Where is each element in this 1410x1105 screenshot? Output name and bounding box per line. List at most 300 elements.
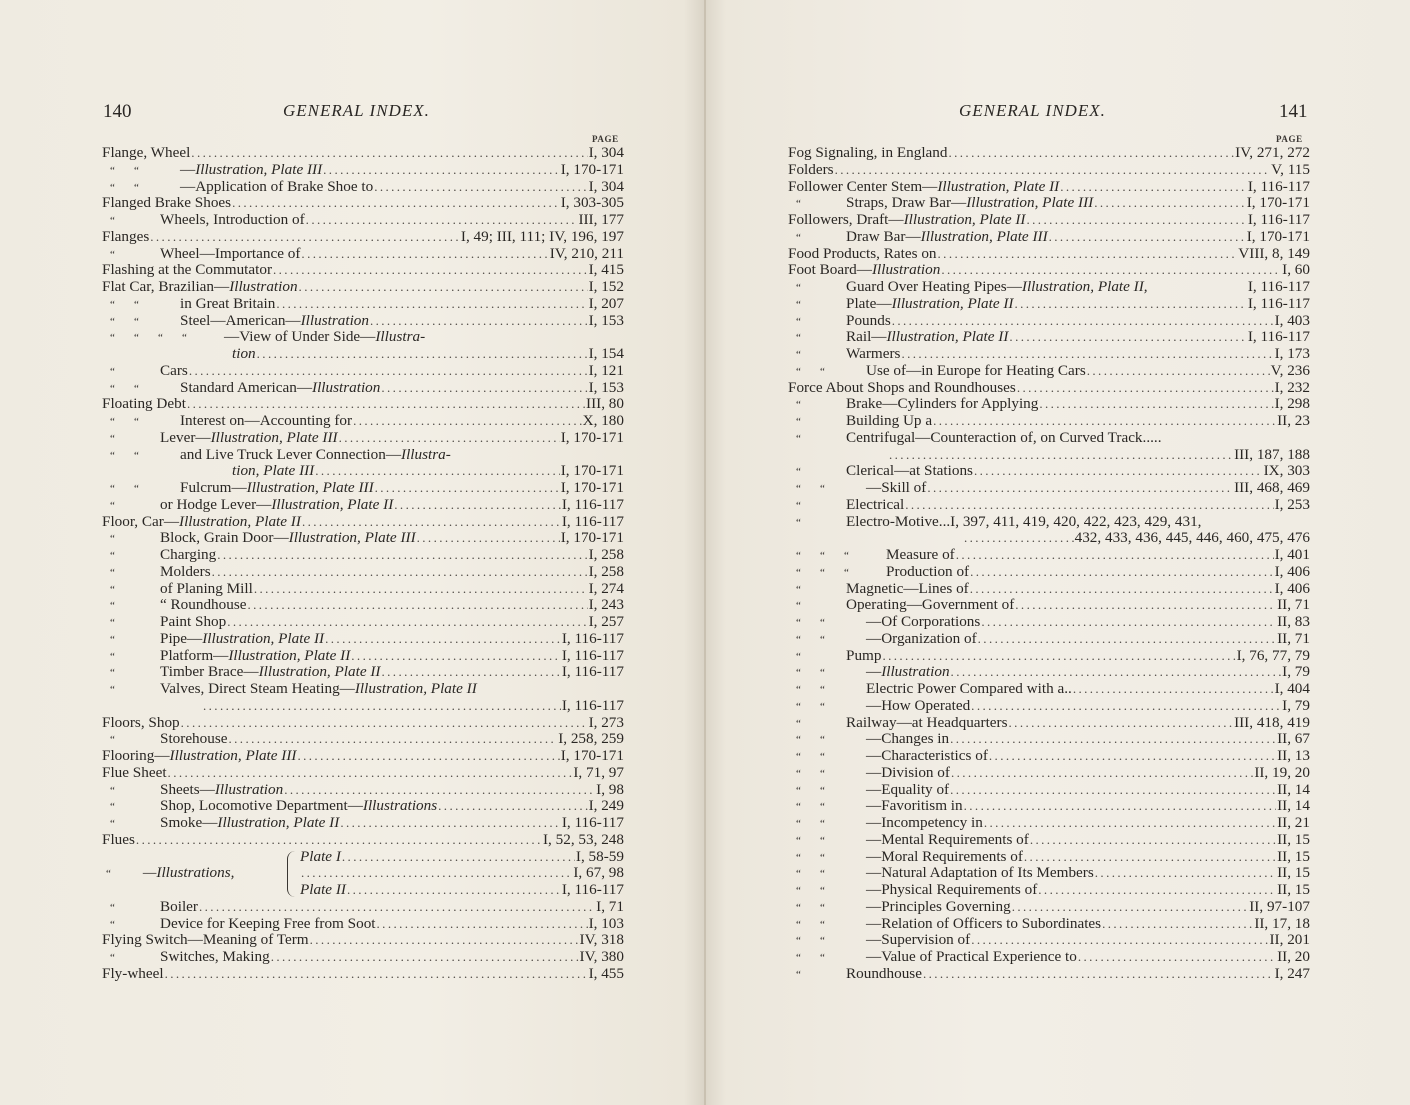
page-reference: III, 468, 469: [1234, 480, 1310, 496]
entry-text: “ Building Up a: [796, 413, 933, 429]
dot-leader: [310, 932, 579, 949]
entry-text: “ “ —Incompetency in: [796, 815, 983, 831]
entry-text: “ Railway—at Headquarters: [796, 714, 1008, 731]
page-reference: II, 71: [1277, 630, 1310, 647]
entry-text: Flashing at the Commutator: [102, 262, 272, 279]
dot-leader: [927, 480, 1233, 497]
page-reference: II, 83: [1277, 614, 1310, 630]
dot-leader: [168, 765, 573, 782]
dot-leader: [189, 363, 588, 380]
dot-leader: [394, 497, 561, 514]
page-reference: II, 15: [1277, 865, 1310, 882]
dot-leader: [347, 882, 561, 899]
index-entry: [102, 597, 624, 614]
page-reference: II, 17, 18: [1254, 915, 1310, 932]
entry-text: “ “ Roundhouse: [110, 597, 247, 614]
page-reference: III, 418, 419: [1234, 714, 1310, 731]
dot-leader: [302, 514, 561, 531]
page-reference: I, 243: [588, 597, 624, 614]
entry-text: “ “ Electric Power Compared with a..: [796, 681, 1072, 697]
dot-leader: [901, 346, 1273, 363]
index-entry: [102, 380, 624, 397]
dot-leader: [933, 413, 1276, 430]
entry-text: “ Draw Bar—Illustration, Plate III: [796, 228, 1048, 245]
page-reference: I, 98: [596, 781, 624, 798]
page-reference: I, 207: [588, 295, 624, 312]
dot-leader: [232, 195, 560, 212]
entry-text: Flanges: [102, 228, 150, 245]
page-column-label: PAGE: [1276, 134, 1303, 144]
index-entry: [102, 179, 624, 196]
dot-leader: [229, 731, 558, 748]
entry-text: “ “ —Physical Requirements of: [796, 882, 1038, 898]
dot-leader: [247, 597, 587, 614]
entry-text: “ Plate—Illustration, Plate II: [796, 295, 1014, 312]
page-reference: I, 116-117: [561, 513, 624, 530]
index-entry: [788, 564, 1310, 581]
entry-text: “ Device for Keeping Free from Soot: [110, 915, 376, 932]
entry-text: “ of Planing Mill: [110, 580, 253, 597]
entry-text: “ Cars: [110, 362, 188, 379]
index-entry: [788, 329, 1310, 346]
index-entry: [102, 363, 624, 380]
entry-text: “ Magnetic—Lines of: [796, 580, 969, 597]
page-reference: I, 170-171: [560, 748, 624, 764]
index-entry: [788, 916, 1310, 933]
entry-text: “ or Hodge Lever—Illustration, Plate II: [110, 496, 394, 513]
page-reference: I, 71, 97: [573, 764, 624, 781]
index-entry: [788, 932, 1310, 949]
entry-text: “ Boiler: [110, 898, 198, 915]
dot-leader: [351, 648, 561, 665]
right-page: [705, 0, 1410, 1105]
entry-text: “ “ —Application of Brake Shoe to: [110, 178, 374, 195]
entry-text: “ “ —Relation of Officers to Subordinates: [796, 915, 1102, 932]
dot-leader: [323, 162, 560, 179]
page-reference: IV, 380: [579, 949, 624, 965]
entry-text: Follower Center Stem—Illustration, Plate II: [788, 178, 1060, 195]
dot-leader: [417, 530, 560, 547]
page-reference: I, 116-117: [561, 496, 624, 513]
dot-leader: [273, 262, 588, 279]
index-entry: [102, 815, 624, 832]
entry-text: Flanged Brake Shoes: [102, 195, 232, 212]
page-reference: II, 201: [1269, 932, 1310, 949]
index-entry: [102, 145, 624, 162]
index-entry: [788, 614, 1310, 631]
dot-leader: [1039, 396, 1273, 413]
index-entry: [102, 447, 624, 464]
index-entry: [102, 614, 624, 631]
index-entry: [102, 313, 624, 330]
entry-text: “ Sheets—Illustration: [110, 781, 284, 798]
index-entry: [102, 681, 624, 698]
entry-text: “ Rail—Illustration, Plate II: [796, 329, 1009, 346]
entry-text: “ “ —Favoritism in: [796, 798, 963, 815]
index-entry: [102, 463, 624, 480]
dot-leader: [271, 949, 579, 966]
entry-text: “ “ “ “ —View of Under Side—Illustra-: [110, 329, 426, 346]
page-reference: III, 177: [578, 212, 624, 228]
entry-text: “ Roundhouse: [796, 965, 922, 982]
index-entry: [300, 849, 624, 866]
page-reference: V, 115: [1271, 161, 1310, 178]
index-entry: [788, 865, 1310, 882]
entry-text: “ Valves, Direct Steam Heating—Illustration, Plate II: [110, 681, 477, 697]
index-entry: [788, 179, 1310, 196]
index-entry: [102, 664, 624, 681]
entry-text: Plate I: [300, 848, 341, 865]
entry-text: tion: [232, 346, 256, 362]
entry-text: Floor, Car—Illustration, Plate II: [102, 513, 301, 530]
index-entry: [102, 279, 624, 296]
dot-leader: [964, 530, 1074, 547]
page-reference: I, 258: [588, 563, 624, 580]
dot-leader: [374, 179, 587, 196]
entry-text: Folders: [788, 161, 834, 178]
page-reference: II, 23: [1277, 413, 1310, 429]
dot-leader: [1102, 916, 1253, 933]
entry-text: “ Charging: [110, 547, 217, 563]
entry-text: “ Pounds: [796, 312, 891, 329]
entry-text: “ “ —Supervision of: [796, 932, 971, 949]
index-entry: [102, 497, 624, 514]
page-reference: I, 303-305: [560, 195, 624, 212]
entry-text: “ “ —Illustration, Plate III: [110, 161, 323, 178]
dot-leader: [981, 614, 1276, 631]
dot-leader: [150, 229, 460, 246]
dot-leader: [978, 631, 1276, 648]
page-reference: X, 180: [582, 413, 624, 429]
entry-text: Plate II: [300, 882, 346, 898]
page-reference: I, 403: [1274, 312, 1310, 329]
page-reference: II, 19, 20: [1254, 764, 1310, 781]
page-reference: I, 298: [1274, 396, 1310, 413]
dot-leader: [1024, 849, 1276, 866]
entry-text: Followers, Draft—Illustration, Plate II: [788, 212, 1026, 228]
index-entry: [788, 882, 1310, 899]
index-entry: [788, 949, 1310, 966]
dot-leader: [1049, 229, 1246, 246]
dot-leader: [377, 916, 588, 933]
entry-text: “ “ —Skill of: [796, 480, 927, 496]
dot-leader: [970, 581, 1274, 598]
dot-leader: [1038, 882, 1276, 899]
dot-leader: [974, 463, 1263, 480]
index-entry: [788, 363, 1310, 380]
dot-leader: [257, 346, 588, 363]
entry-text: “ “ —Of Corporations: [796, 614, 981, 630]
index-entry: [102, 798, 624, 815]
index-entry: [102, 229, 624, 246]
page-reference: II, 21: [1277, 815, 1310, 831]
index-entry: [102, 329, 624, 346]
page-reference: I, 103: [588, 915, 624, 932]
entry-text: Floors, Shop: [102, 714, 180, 731]
page-reference: I, 60: [1282, 262, 1310, 279]
entry-text: “ Pump: [796, 647, 882, 664]
index-entry: [102, 514, 624, 531]
dot-leader: [1012, 899, 1249, 916]
index-entry: [788, 765, 1310, 782]
index-entry: [102, 162, 624, 179]
page-reference: I, 116-117: [561, 647, 624, 664]
index-entry: [102, 413, 624, 430]
index-entry: [102, 262, 624, 279]
dot-leader: [1014, 296, 1246, 313]
index-entry: [102, 246, 624, 263]
entry-text: “ “ —Illustration: [796, 664, 950, 681]
entry-text: “ Platform—Illustration, Plate II: [110, 647, 351, 664]
index-entry: [102, 715, 624, 732]
dot-leader: [297, 748, 559, 765]
index-entry: [102, 916, 624, 933]
page-reference: I, 170-171: [560, 161, 624, 178]
index-entry: [300, 865, 624, 882]
page-reference: II, 67: [1277, 731, 1310, 748]
page-reference: VIII, 8, 149: [1238, 245, 1310, 262]
index-entry: [788, 497, 1310, 514]
page-reference: I, 415: [588, 262, 624, 279]
dot-leader: [950, 731, 1276, 748]
page-reference: II, 13: [1277, 748, 1310, 764]
dot-leader: [1094, 195, 1246, 212]
dot-leader: [984, 815, 1276, 832]
index-entry: [102, 765, 624, 782]
page-reference: II, 15: [1277, 848, 1310, 865]
page-reference: I, 116-117: [1247, 295, 1310, 312]
entry-text: “ Switches, Making: [110, 949, 270, 965]
page-reference: II, 20: [1277, 949, 1310, 965]
dot-leader: [299, 279, 588, 296]
dot-leader: [1015, 597, 1276, 614]
entry-text: Force About Shops and Roundhouses: [788, 379, 1016, 396]
page-reference: I, 249: [588, 798, 624, 815]
entry-text: “ Electro-Motive...I, 397, 411, 419, 420, 422, 423, 429, 431,: [796, 513, 1202, 530]
dot-leader: [438, 798, 587, 815]
entry-text: “ Electrical: [796, 496, 905, 513]
entry-text: “ Lever—Illustration, Plate III: [110, 429, 338, 446]
index-entry: [788, 681, 1310, 698]
entry-text: “ Timber Brace—Illustration, Plate II: [110, 664, 381, 681]
index-entry: [788, 581, 1310, 598]
dot-leader: [340, 815, 561, 832]
page-reference: I, 154: [588, 346, 624, 362]
index-entry: [102, 581, 624, 598]
dot-leader: [964, 798, 1276, 815]
dot-leader: [950, 782, 1276, 799]
index-entry: [788, 145, 1310, 162]
index-entry: [300, 882, 624, 899]
index-entry: [788, 346, 1310, 363]
dot-leader: [187, 396, 585, 413]
entry-text: “ Wheel—Importance of: [110, 245, 301, 262]
index-entry: [788, 597, 1310, 614]
index-entries: [102, 145, 624, 983]
page-reference: I, 116-117: [561, 882, 624, 898]
index-entry: [102, 648, 624, 665]
page-reference: I, 257: [588, 614, 624, 630]
dot-leader: [882, 648, 1235, 665]
dot-leader: [941, 262, 1281, 279]
entry-text: “ Smoke—Illustration, Plate II: [110, 815, 340, 831]
dot-leader: [301, 246, 548, 263]
index-entry: [102, 966, 624, 983]
entry-text: “ Clerical—at Stations: [796, 463, 973, 480]
index-entry: [788, 547, 1310, 564]
group-label: “ —Illustrations,: [106, 864, 235, 882]
entry-text: “ Guard Over Heating Pipes—Illustration, Plate II,: [796, 279, 1148, 295]
entry-text: “ “ —Value of Practical Experience to: [796, 949, 1077, 965]
page-reference: I, 116-117: [561, 815, 624, 831]
dot-leader: [971, 698, 1281, 715]
page-reference: I, 116-117: [1247, 329, 1310, 346]
dot-leader: [970, 564, 1273, 581]
dot-leader: [1095, 865, 1276, 882]
entry-text: Flat Car, Brazilian—Illustration: [102, 279, 298, 295]
page-reference: I, 406: [1274, 580, 1310, 597]
dot-leader: [217, 547, 587, 564]
entry-text: Flooring—Illustration, Plate III: [102, 748, 297, 764]
page-column-label: PAGE: [592, 134, 619, 144]
dot-leader: [315, 463, 559, 480]
entry-text: Food Products, Rates on: [788, 245, 937, 262]
page-reference: I, 247: [1274, 965, 1310, 982]
curly-brace: [287, 851, 296, 897]
page-reference: II, 14: [1277, 798, 1310, 815]
dot-leader: [1060, 179, 1247, 196]
page-reference: I, 273: [588, 714, 624, 731]
entry-text: “ Warmers: [796, 346, 901, 362]
entry-text: “ “ Fulcrum—Illustration, Plate III: [110, 480, 374, 496]
page-reference: I, 152: [588, 279, 624, 295]
page-reference: I, 274: [588, 580, 624, 597]
dot-leader: [1073, 681, 1274, 698]
dot-leader: [342, 849, 575, 866]
page-reference: I, 116-117: [561, 697, 624, 714]
page-reference: III, 80: [586, 396, 624, 413]
dot-leader: [989, 748, 1276, 765]
dot-leader: [227, 614, 587, 631]
entry-text: “ Block, Grain Door—Illustration, Plate III: [110, 530, 416, 547]
dot-leader: [136, 832, 542, 849]
index-entry: [788, 463, 1310, 480]
entry-text: “ Straps, Draw Bar—Illustration, Plate III: [796, 195, 1094, 212]
page-reference: I, 116-117: [561, 664, 624, 681]
page-reference: I, 258, 259: [558, 731, 624, 748]
entry-text: Flying Switch—Meaning of Term: [102, 932, 309, 949]
dot-leader: [1027, 212, 1247, 229]
page-reference: I, 79: [1282, 664, 1310, 681]
index-entry: [788, 698, 1310, 715]
dot-leader: [375, 480, 560, 497]
index-entry: [788, 748, 1310, 765]
index-entry: [788, 514, 1310, 531]
flues-illustrations-group: [102, 849, 624, 899]
index-entry: [102, 564, 624, 581]
index-entry: [788, 313, 1310, 330]
entry-text: “ “ Interest on—Accounting for: [110, 413, 353, 429]
index-entry: [788, 731, 1310, 748]
dot-leader: [381, 380, 587, 397]
entry-text: “ “ Steel—American—Illustration: [110, 312, 369, 329]
index-entry: [788, 798, 1310, 815]
page-reference: 432, 433, 436, 445, 446, 460, 475, 476: [1074, 530, 1310, 547]
entry-text: “ “ —Mental Requirements of: [796, 831, 1029, 848]
dot-leader: [1030, 832, 1276, 849]
dot-leader: [1017, 380, 1274, 397]
index-entry: [788, 664, 1310, 681]
dot-leader: [951, 765, 1253, 782]
index-entry: [788, 380, 1310, 397]
dot-leader: [1009, 715, 1234, 732]
index-entry: [102, 631, 624, 648]
index-entry: [788, 413, 1310, 430]
dot-leader: [254, 581, 588, 598]
entry-text: “ Molders: [110, 563, 211, 580]
page-reference: II, 97-107: [1249, 898, 1310, 915]
dot-leader: [889, 447, 1233, 464]
index-entry: [102, 195, 624, 212]
dot-leader: [301, 865, 572, 882]
page-number: 140: [103, 101, 132, 122]
entry-text: “ Wheels, Introduction of: [110, 212, 305, 228]
dot-leader: [951, 664, 1282, 681]
index-entry: [788, 530, 1310, 547]
page-reference: II, 15: [1277, 882, 1310, 898]
index-entry: [788, 162, 1310, 179]
page-reference: IV, 271, 272: [1235, 145, 1310, 161]
dot-leader: [971, 932, 1268, 949]
dot-leader: [1087, 363, 1270, 380]
entry-text: “ “ —Changes in: [796, 731, 950, 748]
dot-leader: [923, 966, 1274, 983]
entry-text: Fog Signaling, in England: [788, 145, 948, 161]
page-reference: I, 406: [1274, 563, 1310, 580]
page-reference: I, 232: [1274, 379, 1310, 396]
page-reference: I, 170-171: [1246, 195, 1310, 212]
index-entry: [788, 715, 1310, 732]
entry-text: “ “ —Characteristics of: [796, 748, 988, 764]
dot-leader: [276, 296, 587, 313]
page-reference: I, 116-117: [1247, 178, 1310, 195]
index-entry: [788, 279, 1310, 296]
page-reference: I, 76, 77, 79: [1236, 647, 1310, 664]
entry-text: Floating Debt: [102, 396, 186, 413]
page-reference: I, 121: [588, 362, 624, 379]
index-entry: [102, 480, 624, 497]
entry-text: “ “ in Great Britain: [110, 295, 276, 312]
page-number: 141: [1279, 101, 1308, 122]
dot-leader: [191, 145, 587, 162]
index-entry: [102, 782, 624, 799]
dot-leader: [306, 212, 578, 229]
entry-text: “ “ —Moral Requirements of: [796, 848, 1023, 865]
page-reference: II, 14: [1277, 781, 1310, 798]
page-reference: V, 236: [1270, 362, 1310, 379]
index-entry: [102, 530, 624, 547]
dot-leader: [325, 631, 561, 648]
entry-text: “ “ Standard American—Illustration: [110, 379, 381, 396]
index-entry: [788, 430, 1310, 447]
entry-text: “ “ and Live Truck Lever Connection—Illustra-: [110, 446, 451, 463]
index-entry: [102, 899, 624, 916]
index-entry: [102, 346, 624, 363]
entry-text: tion, Plate III: [232, 463, 315, 480]
dot-leader: [1009, 329, 1246, 346]
page-reference: I, 170-171: [560, 530, 624, 547]
entry-text: “ Paint Shop: [110, 614, 227, 630]
